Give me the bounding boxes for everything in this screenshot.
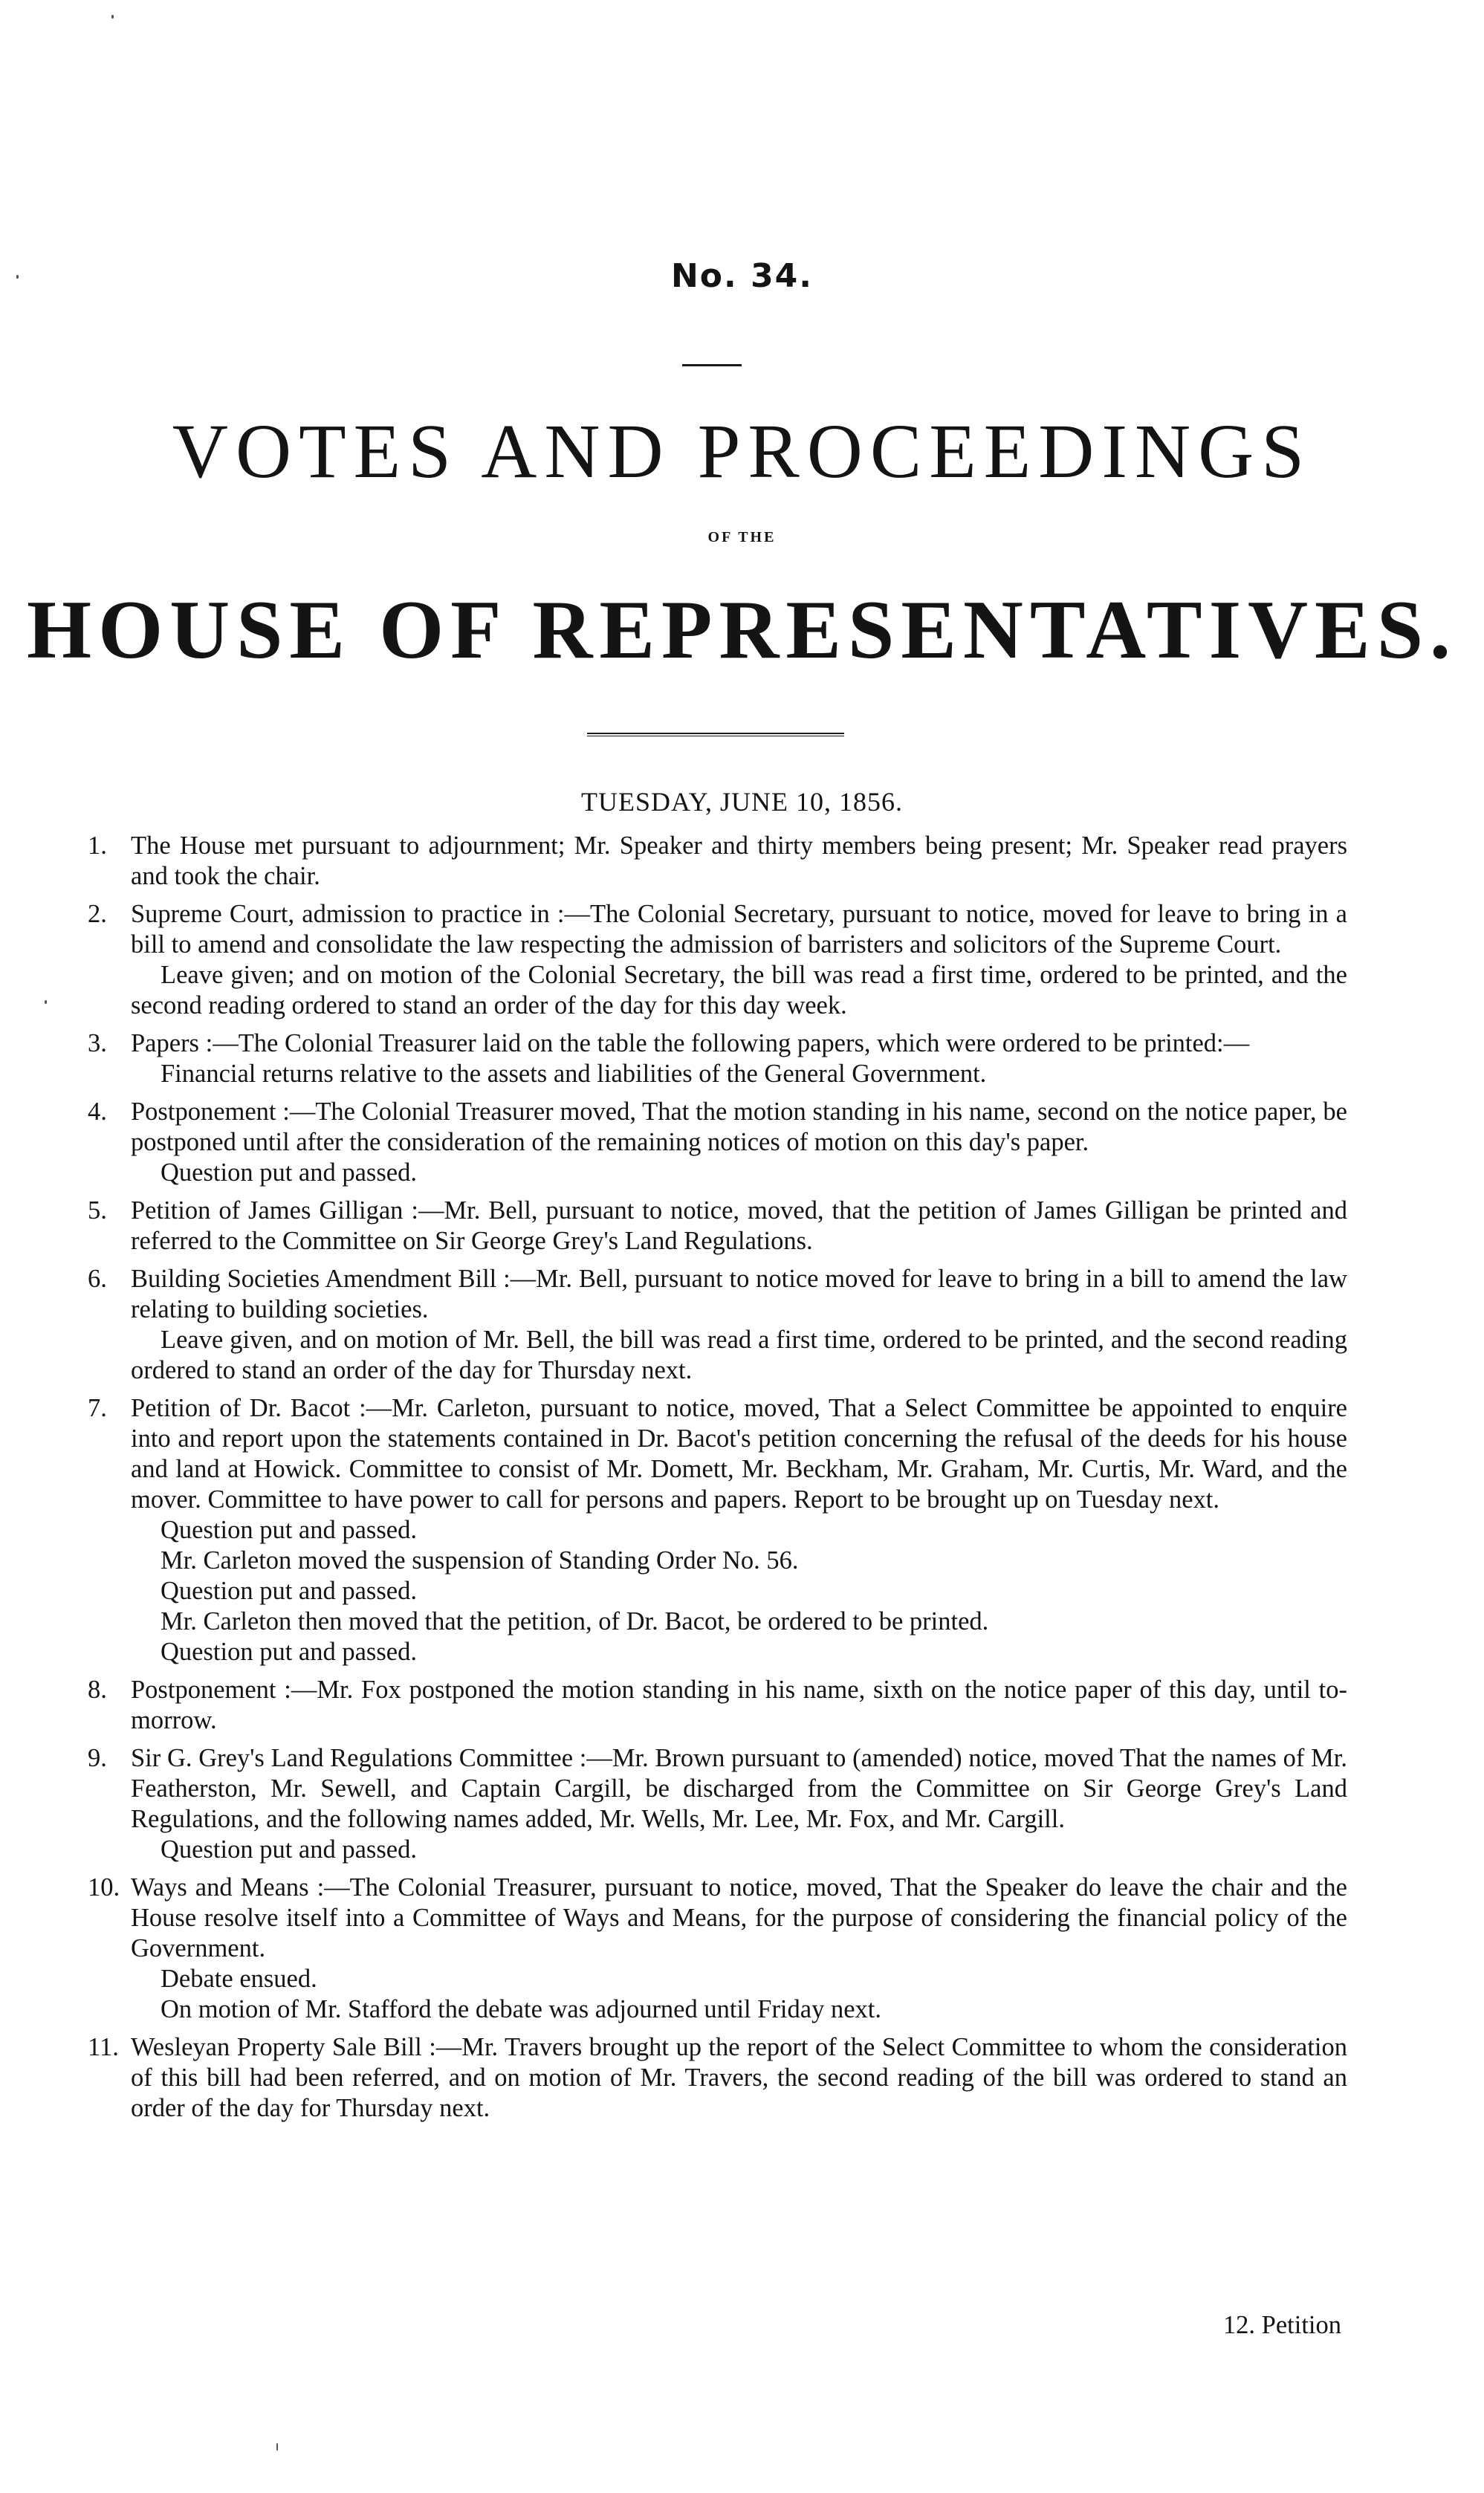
proceeding-paragraph — [88, 1028, 1347, 1059]
proceedings-list — [88, 831, 1347, 2131]
item-subparagraph: Question put and passed. — [161, 1835, 417, 1864]
item-text: Papers :—The Colonial Treasurer laid on the table the following papers, which were ordered to be printed:— — [131, 1029, 1250, 1057]
proceeding-item — [88, 1873, 1347, 2025]
proceeding-item — [88, 1675, 1347, 1736]
proceeding-paragraph — [88, 899, 1347, 960]
item-subparagraph: Mr. Carleton then moved that the petition, of Dr. Bacot, be ordered to be printed. — [161, 1607, 989, 1635]
item-number: 7. — [88, 1394, 107, 1422]
paper-speck — [45, 1000, 47, 1004]
proceeding-item — [88, 1393, 1347, 1667]
item-number: 10. — [88, 1873, 120, 1902]
proceeding-item — [88, 1743, 1347, 1865]
item-number: 6. — [88, 1265, 107, 1293]
item-subparagraph: Leave given; and on motion of the Colonial Secretary, the bill was read a first time, ordered to be printed, and the second reading ordered to stand an order of the day for this day week. — [131, 961, 1347, 1019]
proceeding-item — [88, 899, 1347, 1021]
proceeding-paragraph — [88, 1675, 1347, 1736]
item-text: Ways and Means :—The Colonial Treasurer, pursuant to notice, moved, That the Speaker do leave the chair and the House resolve itself into a Committee of Ways and Means, for the purpose of considering the financial policy of the Government. — [131, 1873, 1347, 1962]
proceeding-item — [88, 831, 1347, 892]
title-house-of-representatives: HOUSE OF REPRESENTATIVES. — [26, 584, 1458, 676]
proceeding-paragraph — [88, 1264, 1347, 1325]
item-text: Supreme Court, admission to practice in :—The Colonial Secretary, pursuant to notice, moved for leave to bring in a bill to amend and consolidate the law respecting the admission of barristers and solicitors of the Supreme Court. — [131, 900, 1347, 959]
proceeding-item — [88, 1028, 1347, 1089]
proceeding-paragraph — [88, 831, 1347, 892]
proceeding-item — [88, 1264, 1347, 1386]
title-votes-and-proceedings: VOTES AND PROCEEDINGS — [172, 409, 1312, 494]
proceeding-paragraph — [88, 2032, 1347, 2124]
item-text: Building Societies Amendment Bill :—Mr. Bell, pursuant to notice moved for leave to bring in a bill to amend the law relating to building societies. — [131, 1265, 1347, 1323]
short-rule — [682, 364, 742, 366]
item-number: 11. — [88, 2033, 119, 2061]
item-subparagraph: Debate ensued. — [161, 1965, 317, 1993]
item-number: 4. — [88, 1098, 107, 1126]
item-subparagraph: Mr. Carleton moved the suspension of Standing Order No. 56. — [161, 1546, 799, 1575]
catchword: 12. Petition — [1222, 2311, 1341, 2339]
proceeding-paragraph — [88, 1743, 1347, 1835]
item-text: Postponement :—The Colonial Treasurer moved, That the motion standing in his name, second on the notice paper, be postponed until after the consideration of the remaining notices of motion on this day's paper. — [131, 1098, 1347, 1156]
item-subparagraph: Question put and passed. — [161, 1516, 417, 1544]
item-subparagraph: On motion of Mr. Stafford the debate was adjourned until Friday next. — [161, 1995, 881, 2023]
item-text: Petition of James Gilligan :—Mr. Bell, pursuant to notice, moved, that the petition of James Gilligan be printed and referred to the Committee on Sir George Grey's Land Regulations. — [131, 1196, 1347, 1255]
item-subparagraph: Financial returns relative to the assets and liabilities of the General Government. — [161, 1060, 987, 1088]
item-number: 1. — [88, 831, 107, 860]
item-number: 9. — [88, 1744, 107, 1772]
proceeding-item — [88, 2032, 1347, 2124]
item-number: 3. — [88, 1029, 107, 1057]
item-text: Postponement :—Mr. Fox postponed the motion standing in his name, sixth on the notice paper of this day, until to-morrow. — [131, 1676, 1347, 1734]
item-text: Petition of Dr. Bacot :—Mr. Carleton, pursuant to notice, moved, That a Select Committee be appointed to enquire into and report upon the statements contained in Dr. Bacot's petition concerning the refusal of the deeds for his house and land at Howick. Committee to consist of Mr. Domett, Mr. Beckham, Mr. Graham, Mr. Curtis, Mr. Ward, and the mover. Committee to have power to call for persons and papers. Report to be brought up on Tuesday next. — [131, 1394, 1347, 1514]
proceeding-paragraph — [88, 1393, 1347, 1515]
sitting-date: TUESDAY, JUNE 10, 1856. — [580, 787, 904, 817]
item-text: Sir G. Grey's Land Regulations Committee :—Mr. Brown pursuant to (amended) notice, moved That the names of Mr. Featherston, Mr. Sewell, and Captain Cargill, be discharged from the Committee on Sir George Grey's Land Regulations, and the following names added, Mr. Wells, Mr. Lee, Mr. Fox, and Mr. Cargill. — [131, 1744, 1347, 1833]
item-text: The House met pursuant to adjournment; Mr. Speaker and thirty members being present; Mr. Speaker read prayers and took the chair. — [131, 831, 1347, 890]
paper-speck — [111, 15, 114, 19]
proceeding-paragraph — [88, 1873, 1347, 1964]
paper-speck — [16, 275, 19, 279]
proceeding-paragraph — [88, 1196, 1347, 1257]
item-number: 2. — [88, 900, 107, 928]
item-subparagraph: Leave given, and on motion of Mr. Bell, the bill was read a first time, ordered to be printed, and the second reading ordered to stand an order of the day for Thursday next. — [131, 1326, 1347, 1384]
item-number: 5. — [88, 1196, 107, 1225]
proceeding-item — [88, 1196, 1347, 1257]
item-subparagraph: Question put and passed. — [161, 1577, 417, 1605]
item-subparagraph: Question put and passed. — [161, 1158, 417, 1187]
item-subparagraph: Question put and passed. — [161, 1638, 417, 1666]
item-number: 8. — [88, 1676, 107, 1704]
proceeding-paragraph — [88, 1097, 1347, 1158]
double-rule — [587, 733, 844, 736]
document-number: No. 34. — [670, 257, 814, 295]
item-text: Wesleyan Property Sale Bill :—Mr. Travers brought up the report of the Select Committee to whom the consideration of this bill had been referred, and on motion of Mr. Travers, the second reading of the bill was ordered to stand an order of the day for Thursday next. — [131, 2033, 1347, 2122]
paper-speck — [276, 2443, 278, 2451]
proceeding-item — [88, 1097, 1347, 1188]
title-of-the: OF THE — [707, 529, 777, 545]
